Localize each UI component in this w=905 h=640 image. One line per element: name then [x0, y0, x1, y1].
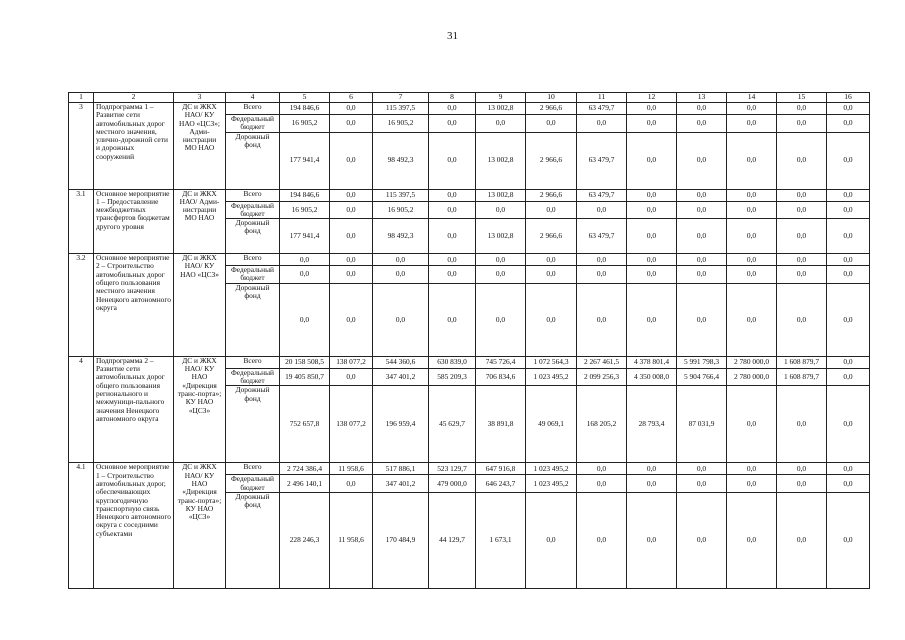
value-cell: 0,0 [526, 115, 577, 133]
value-cell: 0,0 [627, 132, 677, 189]
value-cell: 0,0 [727, 103, 777, 115]
header-cell: 14 [727, 93, 777, 103]
funding-source: Всего [226, 103, 280, 115]
value-cell: 38 891,8 [476, 386, 526, 463]
value-cell: 196 959,4 [373, 386, 429, 463]
value-cell: 0,0 [373, 254, 429, 266]
value-cell: 0,0 [577, 115, 627, 133]
value-cell: 0,0 [827, 189, 870, 201]
value-cell: 4 350 008,0 [627, 368, 677, 386]
table-row [69, 254, 870, 266]
value-cell: 0,0 [727, 254, 777, 266]
funding-source: Всего [226, 254, 280, 266]
value-cell: 0,0 [827, 492, 870, 588]
value-cell: 0,0 [677, 283, 727, 356]
value-cell: 0,0 [526, 201, 577, 219]
value-cell: 0,0 [827, 201, 870, 219]
value-cell: 2 966,6 [526, 132, 577, 189]
value-cell: 0,0 [777, 103, 827, 115]
value-cell: 0,0 [677, 103, 727, 115]
value-cell: 0,0 [727, 219, 777, 254]
value-cell: 0,0 [627, 266, 677, 284]
value-cell: 63 479,7 [577, 132, 627, 189]
value-cell: 0,0 [827, 463, 870, 475]
value-cell: 0,0 [727, 132, 777, 189]
value-cell: 0,0 [777, 115, 827, 133]
budget-table [68, 92, 870, 589]
value-cell: 0,0 [827, 368, 870, 386]
value-cell: 0,0 [777, 254, 827, 266]
value-cell: 98 492,3 [373, 132, 429, 189]
header-cell: 6 [330, 93, 373, 103]
value-cell: 0,0 [476, 283, 526, 356]
value-cell: 0,0 [727, 283, 777, 356]
funding-source: Всего [226, 463, 280, 475]
value-cell: 0,0 [627, 254, 677, 266]
value-cell: 0,0 [827, 475, 870, 493]
funding-source: Федеральный бюджет [226, 266, 280, 284]
row-number: 4 [69, 356, 94, 463]
value-cell: 1 608 879,7 [777, 368, 827, 386]
value-cell: 16 905,2 [280, 201, 330, 219]
table-body [69, 93, 870, 589]
value-cell: 45 629,7 [429, 386, 476, 463]
table-row [69, 103, 870, 115]
value-cell: 0,0 [429, 103, 476, 115]
value-cell: 0,0 [627, 189, 677, 201]
value-cell: 0,0 [627, 283, 677, 356]
value-cell: 0,0 [429, 219, 476, 254]
value-cell: 170 484,9 [373, 492, 429, 588]
value-cell: 13 002,8 [476, 103, 526, 115]
program-name: Подпрограмма 1 – Развитие сети автомобильных дорог местного значения, улично-дорожной сети и дорожных сооружений [94, 103, 174, 190]
value-cell: 11 958,6 [330, 492, 373, 588]
value-cell: 0,0 [627, 115, 677, 133]
value-cell: 0,0 [777, 266, 827, 284]
value-cell: 168 205,2 [577, 386, 627, 463]
value-cell: 0,0 [727, 266, 777, 284]
value-cell: 5 904 766,4 [677, 368, 727, 386]
value-cell: 115 397,5 [373, 189, 429, 201]
table-row [69, 356, 870, 368]
value-cell: 0,0 [627, 475, 677, 493]
value-cell: 1 023 495,2 [526, 463, 577, 475]
value-cell: 0,0 [827, 254, 870, 266]
value-cell: 2 724 386,4 [280, 463, 330, 475]
value-cell: 1 023 495,2 [526, 475, 577, 493]
value-cell: 0,0 [429, 283, 476, 356]
value-cell: 1 673,1 [476, 492, 526, 588]
value-cell: 0,0 [577, 201, 627, 219]
value-cell: 2 780 000,0 [727, 368, 777, 386]
value-cell: 0,0 [677, 492, 727, 588]
value-cell: 0,0 [677, 189, 727, 201]
value-cell: 0,0 [429, 254, 476, 266]
value-cell: 2 099 256,3 [577, 368, 627, 386]
value-cell: 11 958,6 [330, 463, 373, 475]
value-cell: 0,0 [777, 283, 827, 356]
value-cell: 0,0 [677, 475, 727, 493]
value-cell: 63 479,7 [577, 103, 627, 115]
value-cell: 0,0 [827, 115, 870, 133]
value-cell: 347 401,2 [373, 475, 429, 493]
value-cell: 1 072 564,3 [526, 356, 577, 368]
funding-source: Дорожный фонд [226, 492, 280, 588]
value-cell: 2 966,6 [526, 103, 577, 115]
table-row [69, 189, 870, 201]
funding-source: Всего [226, 356, 280, 368]
value-cell: 0,0 [627, 492, 677, 588]
value-cell: 194 846,6 [280, 103, 330, 115]
header-cell: 15 [777, 93, 827, 103]
value-cell: 194 846,6 [280, 189, 330, 201]
header-cell: 1 [69, 93, 94, 103]
value-cell: 228 246,3 [280, 492, 330, 588]
value-cell: 0,0 [330, 219, 373, 254]
executor: ДС и ЖКХ НАО/ КУ НАО «Дирекция транс-порта»; КУ НАО «ЦСЗ» [174, 463, 226, 589]
value-cell: 0,0 [677, 132, 727, 189]
header-cell: 13 [677, 93, 727, 103]
value-cell: 0,0 [627, 219, 677, 254]
value-cell: 0,0 [330, 368, 373, 386]
value-cell: 0,0 [429, 189, 476, 201]
program-name: Подпрограмма 2 – Развитие сети автомобильных дорог общего пользования регионального и межмуници-пального значения Ненецкого автономного округа [94, 356, 174, 463]
page-number: 31 [447, 30, 458, 42]
value-cell: 0,0 [777, 189, 827, 201]
header-cell: 8 [429, 93, 476, 103]
value-cell: 0,0 [777, 475, 827, 493]
header-cell: 10 [526, 93, 577, 103]
funding-source: Дорожный фонд [226, 132, 280, 189]
value-cell: 0,0 [280, 254, 330, 266]
value-cell: 0,0 [727, 115, 777, 133]
value-cell: 0,0 [330, 115, 373, 133]
value-cell: 523 129,7 [429, 463, 476, 475]
value-cell: 0,0 [476, 115, 526, 133]
executor: ДС и ЖКХ НАО/ КУ НАО «Дирекция транс-порта»; КУ НАО «ЦСЗ» [174, 356, 226, 463]
value-cell: 0,0 [777, 463, 827, 475]
value-cell: 0,0 [429, 201, 476, 219]
funding-source: Федеральный бюджет [226, 475, 280, 493]
header-cell: 3 [174, 93, 226, 103]
executor: ДС и ЖКХ НАО/ Адми-нистрации МО НАО [174, 189, 226, 254]
funding-source: Дорожный фонд [226, 283, 280, 356]
value-cell: 585 209,3 [429, 368, 476, 386]
value-cell: 0,0 [827, 266, 870, 284]
value-cell: 0,0 [677, 254, 727, 266]
value-cell: 0,0 [330, 103, 373, 115]
value-cell: 347 401,2 [373, 368, 429, 386]
value-cell: 13 002,8 [476, 219, 526, 254]
funding-source: Федеральный бюджет [226, 115, 280, 133]
row-number: 3.1 [69, 189, 94, 254]
executor: ДС и ЖКХ НАО/ КУ НАО «ЦСЗ» [174, 254, 226, 357]
value-cell: 0,0 [727, 475, 777, 493]
funding-source: Федеральный бюджет [226, 368, 280, 386]
value-cell: 0,0 [827, 219, 870, 254]
value-cell: 138 077,2 [330, 386, 373, 463]
value-cell: 16 905,2 [373, 201, 429, 219]
value-cell: 0,0 [429, 132, 476, 189]
value-cell: 0,0 [577, 254, 627, 266]
value-cell: 0,0 [777, 492, 827, 588]
value-cell: 98 492,3 [373, 219, 429, 254]
value-cell: 13 002,8 [476, 132, 526, 189]
value-cell: 177 941,4 [280, 219, 330, 254]
value-cell: 0,0 [526, 283, 577, 356]
value-cell: 0,0 [526, 254, 577, 266]
value-cell: 0,0 [677, 219, 727, 254]
value-cell: 87 031,9 [677, 386, 727, 463]
value-cell: 0,0 [330, 189, 373, 201]
value-cell: 0,0 [577, 266, 627, 284]
funding-source: Федеральный бюджет [226, 201, 280, 219]
value-cell: 63 479,7 [577, 189, 627, 201]
value-cell: 706 834,6 [476, 368, 526, 386]
value-cell: 63 479,7 [577, 219, 627, 254]
value-cell: 0,0 [827, 386, 870, 463]
header-cell: 16 [827, 93, 870, 103]
value-cell: 2 780 000,0 [727, 356, 777, 368]
value-cell: 0,0 [677, 201, 727, 219]
value-cell: 0,0 [577, 475, 627, 493]
value-cell: 0,0 [727, 386, 777, 463]
value-cell: 0,0 [677, 115, 727, 133]
program-name: Основное мероприятие 2 – Строительство автомобильных дорог общего пользования местного значения Ненецкого автономного округа [94, 254, 174, 357]
value-cell: 177 941,4 [280, 132, 330, 189]
value-cell: 0,0 [727, 189, 777, 201]
header-cell: 4 [226, 93, 280, 103]
value-cell: 0,0 [627, 463, 677, 475]
value-cell: 0,0 [827, 132, 870, 189]
value-cell: 0,0 [526, 266, 577, 284]
value-cell: 13 002,8 [476, 189, 526, 201]
value-cell: 0,0 [727, 492, 777, 588]
value-cell: 20 158 508,5 [280, 356, 330, 368]
value-cell: 0,0 [677, 463, 727, 475]
value-cell: 0,0 [429, 266, 476, 284]
value-cell: 0,0 [777, 219, 827, 254]
value-cell: 0,0 [777, 201, 827, 219]
value-cell: 0,0 [577, 492, 627, 588]
table-row [69, 463, 870, 475]
value-cell: 630 839,0 [429, 356, 476, 368]
value-cell: 0,0 [373, 266, 429, 284]
value-cell: 544 360,6 [373, 356, 429, 368]
header-row [69, 93, 870, 103]
value-cell: 0,0 [330, 283, 373, 356]
value-cell: 0,0 [330, 132, 373, 189]
value-cell: 0,0 [627, 103, 677, 115]
header-cell: 2 [94, 93, 174, 103]
value-cell: 647 916,8 [476, 463, 526, 475]
value-cell: 0,0 [280, 266, 330, 284]
value-cell: 0,0 [476, 254, 526, 266]
value-cell: 16 905,2 [373, 115, 429, 133]
row-number: 3.2 [69, 254, 94, 357]
header-cell: 5 [280, 93, 330, 103]
value-cell: 2 267 461,5 [577, 356, 627, 368]
program-name: Основное мероприятие 1 – Строительство автомобильных дорог, обеспечивающих круглогодичную транспортную связь Ненецкого автономного округа с соседними субъектами [94, 463, 174, 589]
header-cell: 7 [373, 93, 429, 103]
value-cell: 0,0 [526, 492, 577, 588]
value-cell: 4 378 801,4 [627, 356, 677, 368]
header-cell: 11 [577, 93, 627, 103]
value-cell: 138 077,2 [330, 356, 373, 368]
value-cell: 0,0 [330, 475, 373, 493]
header-cell: 9 [476, 93, 526, 103]
value-cell: 0,0 [330, 201, 373, 219]
value-cell: 1 608 879,7 [777, 356, 827, 368]
value-cell: 0,0 [727, 463, 777, 475]
value-cell: 0,0 [330, 254, 373, 266]
row-number: 3 [69, 103, 94, 190]
funding-source: Дорожный фонд [226, 386, 280, 463]
value-cell: 49 069,1 [526, 386, 577, 463]
value-cell: 0,0 [330, 266, 373, 284]
value-cell: 0,0 [827, 283, 870, 356]
value-cell: 0,0 [373, 283, 429, 356]
value-cell: 1 023 495,2 [526, 368, 577, 386]
row-number: 4.1 [69, 463, 94, 589]
value-cell: 0,0 [827, 103, 870, 115]
value-cell: 16 905,2 [280, 115, 330, 133]
value-cell: 2 966,6 [526, 189, 577, 201]
value-cell: 0,0 [777, 386, 827, 463]
value-cell: 479 000,0 [429, 475, 476, 493]
value-cell: 0,0 [476, 201, 526, 219]
value-cell: 0,0 [827, 356, 870, 368]
value-cell: 2 496 140,1 [280, 475, 330, 493]
value-cell: 745 726,4 [476, 356, 526, 368]
value-cell: 2 966,6 [526, 219, 577, 254]
value-cell: 646 243,7 [476, 475, 526, 493]
value-cell: 44 129,7 [429, 492, 476, 588]
program-name: Основное мероприятие 1 – Предоставление межбюджетных трансфертов бюджетам другого уровня [94, 189, 174, 254]
value-cell: 19 405 850,7 [280, 368, 330, 386]
value-cell: 0,0 [429, 115, 476, 133]
value-cell: 0,0 [577, 283, 627, 356]
value-cell: 0,0 [476, 266, 526, 284]
value-cell: 0,0 [777, 132, 827, 189]
value-cell: 752 657,8 [280, 386, 330, 463]
value-cell: 0,0 [677, 266, 727, 284]
header-cell: 12 [627, 93, 677, 103]
value-cell: 517 886,1 [373, 463, 429, 475]
value-cell: 0,0 [280, 283, 330, 356]
value-cell: 0,0 [577, 463, 627, 475]
funding-source: Дорожный фонд [226, 219, 280, 254]
value-cell: 5 991 798,3 [677, 356, 727, 368]
value-cell: 28 793,4 [627, 386, 677, 463]
value-cell: 115 397,5 [373, 103, 429, 115]
value-cell: 0,0 [727, 201, 777, 219]
value-cell: 0,0 [627, 201, 677, 219]
executor: ДС и ЖКХ НАО/ КУ НАО «ЦСЗ»; Адми-нистрации МО НАО [174, 103, 226, 190]
funding-source: Всего [226, 189, 280, 201]
